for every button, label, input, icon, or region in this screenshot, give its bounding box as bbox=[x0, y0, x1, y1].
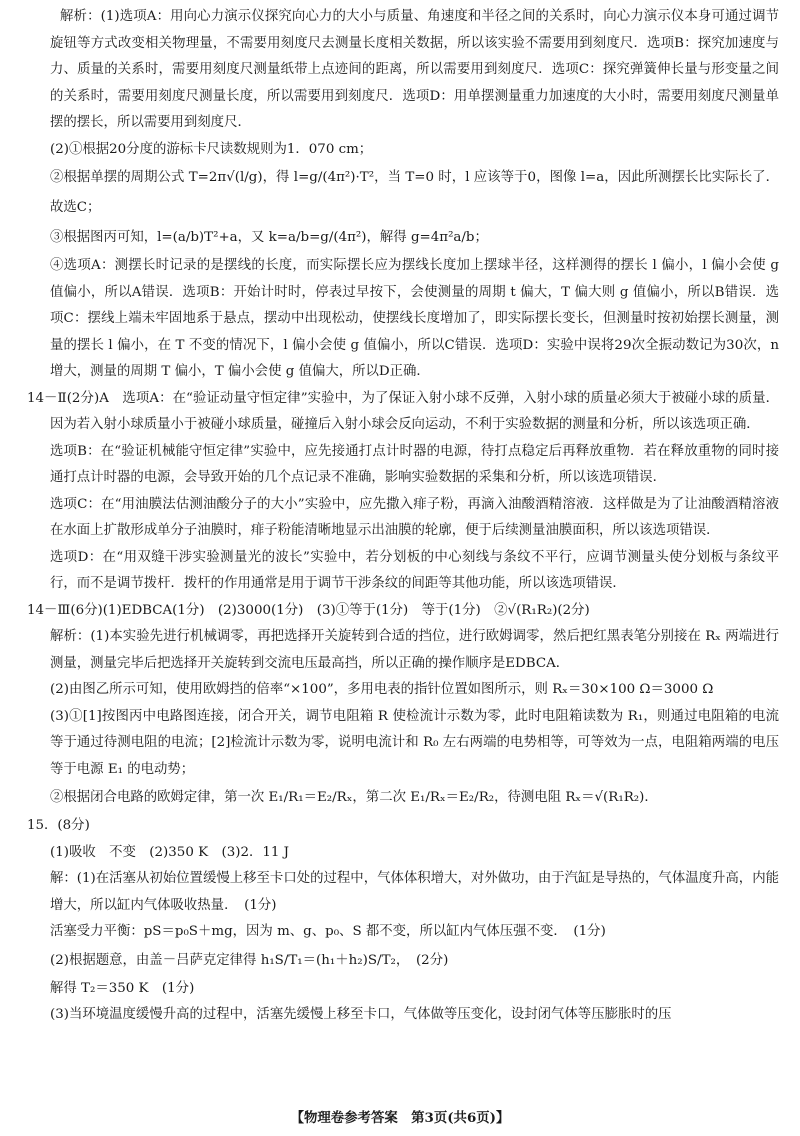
q13-analysis-part2-4: ④选项A：测摆长时记录的是摆线的长度，而实际摆长应为摆线长度加上摆球半径，这样测得的摆长 l 偏小，l 偏小会使 g 值偏小，所以A错误．选项B：开始计时时，停表过早按下，会使测量的周期 t 偏大，T 偏大则 g 值偏小，所以B错误．选项C：摆线上端未牢固地系于悬点，摆动中出现松动，使摆线长度增加了，即实际摆长变长，但测量时按初始摆长测量，测量的摆长 l 偏小，在 T 不变的情况下，l 偏小会使 g 值偏小，所以C错误．选项D：实验中误将29次全振动数记为30次，n 增大，测量的周期 T 偏小，T 偏小会使 g 值偏大，所以D正确． bbox=[50, 258, 779, 379]
q15-solution-2-result: 解得 T₂＝350 K (1分) bbox=[50, 980, 195, 996]
q15-solution-1b: 活塞受力平衡：pS＝p₀S＋mg，因为 m、g、p₀、S 都不变，所以缸内气体压强不变． (1分) bbox=[50, 924, 606, 939]
page-footer: 【物理卷参考答案 第3页(共6页)】 bbox=[290, 1110, 510, 1126]
q15-answers: (1)吸收 不变 (2)350 K (3)2．11 J bbox=[50, 844, 290, 860]
q15-heading: 15．(8分) bbox=[27, 818, 90, 833]
q14-2-option-b: 选项B：在“验证机械能守恒定律”实验中，应先接通打点计时器的电源，待打点稳定后再释放重物．若在释放重物的同时接通打点计时器的电源，会导致开始的几个点记录不准确，影响实验数据的采集和分析，所以该选项错误． bbox=[50, 443, 779, 485]
q15-solution-1: 解：(1)在活塞从初始位置缓慢上移至卡口处的过程中，气体体积增大，对外做功，由于汽缸是导热的，气体温度升高，内能增大，所以缸内气体吸收热量． (1分) bbox=[50, 871, 779, 913]
q13-analysis-part2-2: ②根据单摆的周期公式 T=2π√(l/g)，得 l=g/(4π²)·T²，当 T=0 时，l 应该等于0，图像 l=a，因此所测摆长比实际长了．故选C； bbox=[50, 170, 779, 215]
q14-3-analysis-3-1: (3)①[1]按图丙中电路图连接，闭合开关，调节电阻箱 R 使检流计示数为零，此时电阻箱读数为 R₁，则通过电阻箱的电流等于通过待测电阻的电流；[2]检流计示数为零，说明电流计和 R₀ 左右两端的电势相等，可等效为一点，电阻箱两端的电压等于电源 E₁ 的电动势； bbox=[50, 708, 779, 777]
q15-solution-2: (2)根据题意，由盖－吕萨克定律得 h₁S/T₁＝(h₁＋h₂)S/T₂， (2分) bbox=[50, 952, 449, 968]
q14-2-option-c: 选项C：在“用油膜法估测油酸分子的大小”实验中，应先撒入痱子粉，再滴入油酸酒精溶液．这样做是为了让油酸酒精溶液在水面上扩散形成单分子油膜时，痱子粉能清晰地显示出油膜的轮廓，便于后续测量油膜面积，所以该选项错误． bbox=[50, 496, 779, 538]
answer-body bbox=[27, 4, 779, 1029]
q14-3-analysis-2: (2)由图乙所示可知，使用欧姆挡的倍率“×100”，多用电表的指针位置如图所示，则 Rₓ＝30×100 Ω＝3000 Ω bbox=[50, 682, 714, 697]
q14-3-analysis-3-2: ②根据闭合电路的欧姆定律，第一次 E₁/R₁＝E₂/Rₓ，第二次 E₁/Rₓ＝E₂/R₂，待测电阻 Rₓ＝√(R₁R₂)． bbox=[50, 790, 658, 805]
q13-analysis-part1: 解析：(1)选项A：用向心力演示仪探究向心力的大小与质量、角速度和半径之间的关系时，向心力演示仪本身可通过调节旋钮等方式改变相关物理量，不需要用刻度尺去测量长度相关数据，所以该实验不需要用到刻度尺．选项B：探究加速度与力、质量的关系时，需要用刻度尺测量纸带上点迹间的距离，所以需要用到刻度尺．选项C：探究弹簧伸长量与形变量之间的关系时，需要用刻度尺测量长度，所以需要用到刻度尺．选项D：用单摆测量重力加速度的大小时，需要用刻度尺测量单摆的摆长，所以需要用到刻度尺． bbox=[50, 9, 779, 130]
q14-2-option-d: 选项D：在“用双缝干涉实验测量光的波长”实验中，若分划板的中心刻线与条纹不平行，应调节测量头使分划板与条纹平行，而不是调节拨杆．拨杆的作用通常是用于调节干涉条纹的间距等其他功能，所以该选项错误． bbox=[50, 549, 779, 591]
q13-analysis-part2-1: (2)①根据20分度的游标卡尺读数规则为1．070 cm； bbox=[50, 141, 373, 157]
q14-3-answer: 14－Ⅲ(6分)(1)EDBCA(1分) (2)3000(1分) (3)①等于(1分) 等于(1分) ②√(R₁R₂)(2分) bbox=[27, 602, 590, 618]
q13-analysis-part2-3: ③根据图丙可知，l=(a/b)T²+a，又 k=a/b=g/(4π²)，解得 g=4π²a/b； bbox=[50, 230, 488, 245]
q14-3-analysis-1: 解析：(1)本实验先进行机械调零，再把选择开关旋转到合适的挡位，进行欧姆调零，然后把红黑表笔分别接在 Rₓ 两端进行测量，测量完毕后把选择开关旋转到交流电压最高挡，所以正确的操作顺序是EDBCA． bbox=[50, 629, 779, 671]
q14-2-answer: 14－Ⅱ(2分)A 选项A：在“验证动量守恒定律”实验中，为了保证入射小球不反弹，入射小球的质量必须大于被碰小球的质量．因为若入射小球质量小于被碰小球质量，碰撞后入射小球会反向运动，不利于实验数据的测量和分析，所以该选项正确． bbox=[27, 390, 779, 432]
q15-solution-3: (3)当环境温度缓慢升高的过程中，活塞先缓慢上移至卡口，气体做等压变化，设封闭气体等压膨胀时的压 bbox=[50, 1007, 672, 1022]
